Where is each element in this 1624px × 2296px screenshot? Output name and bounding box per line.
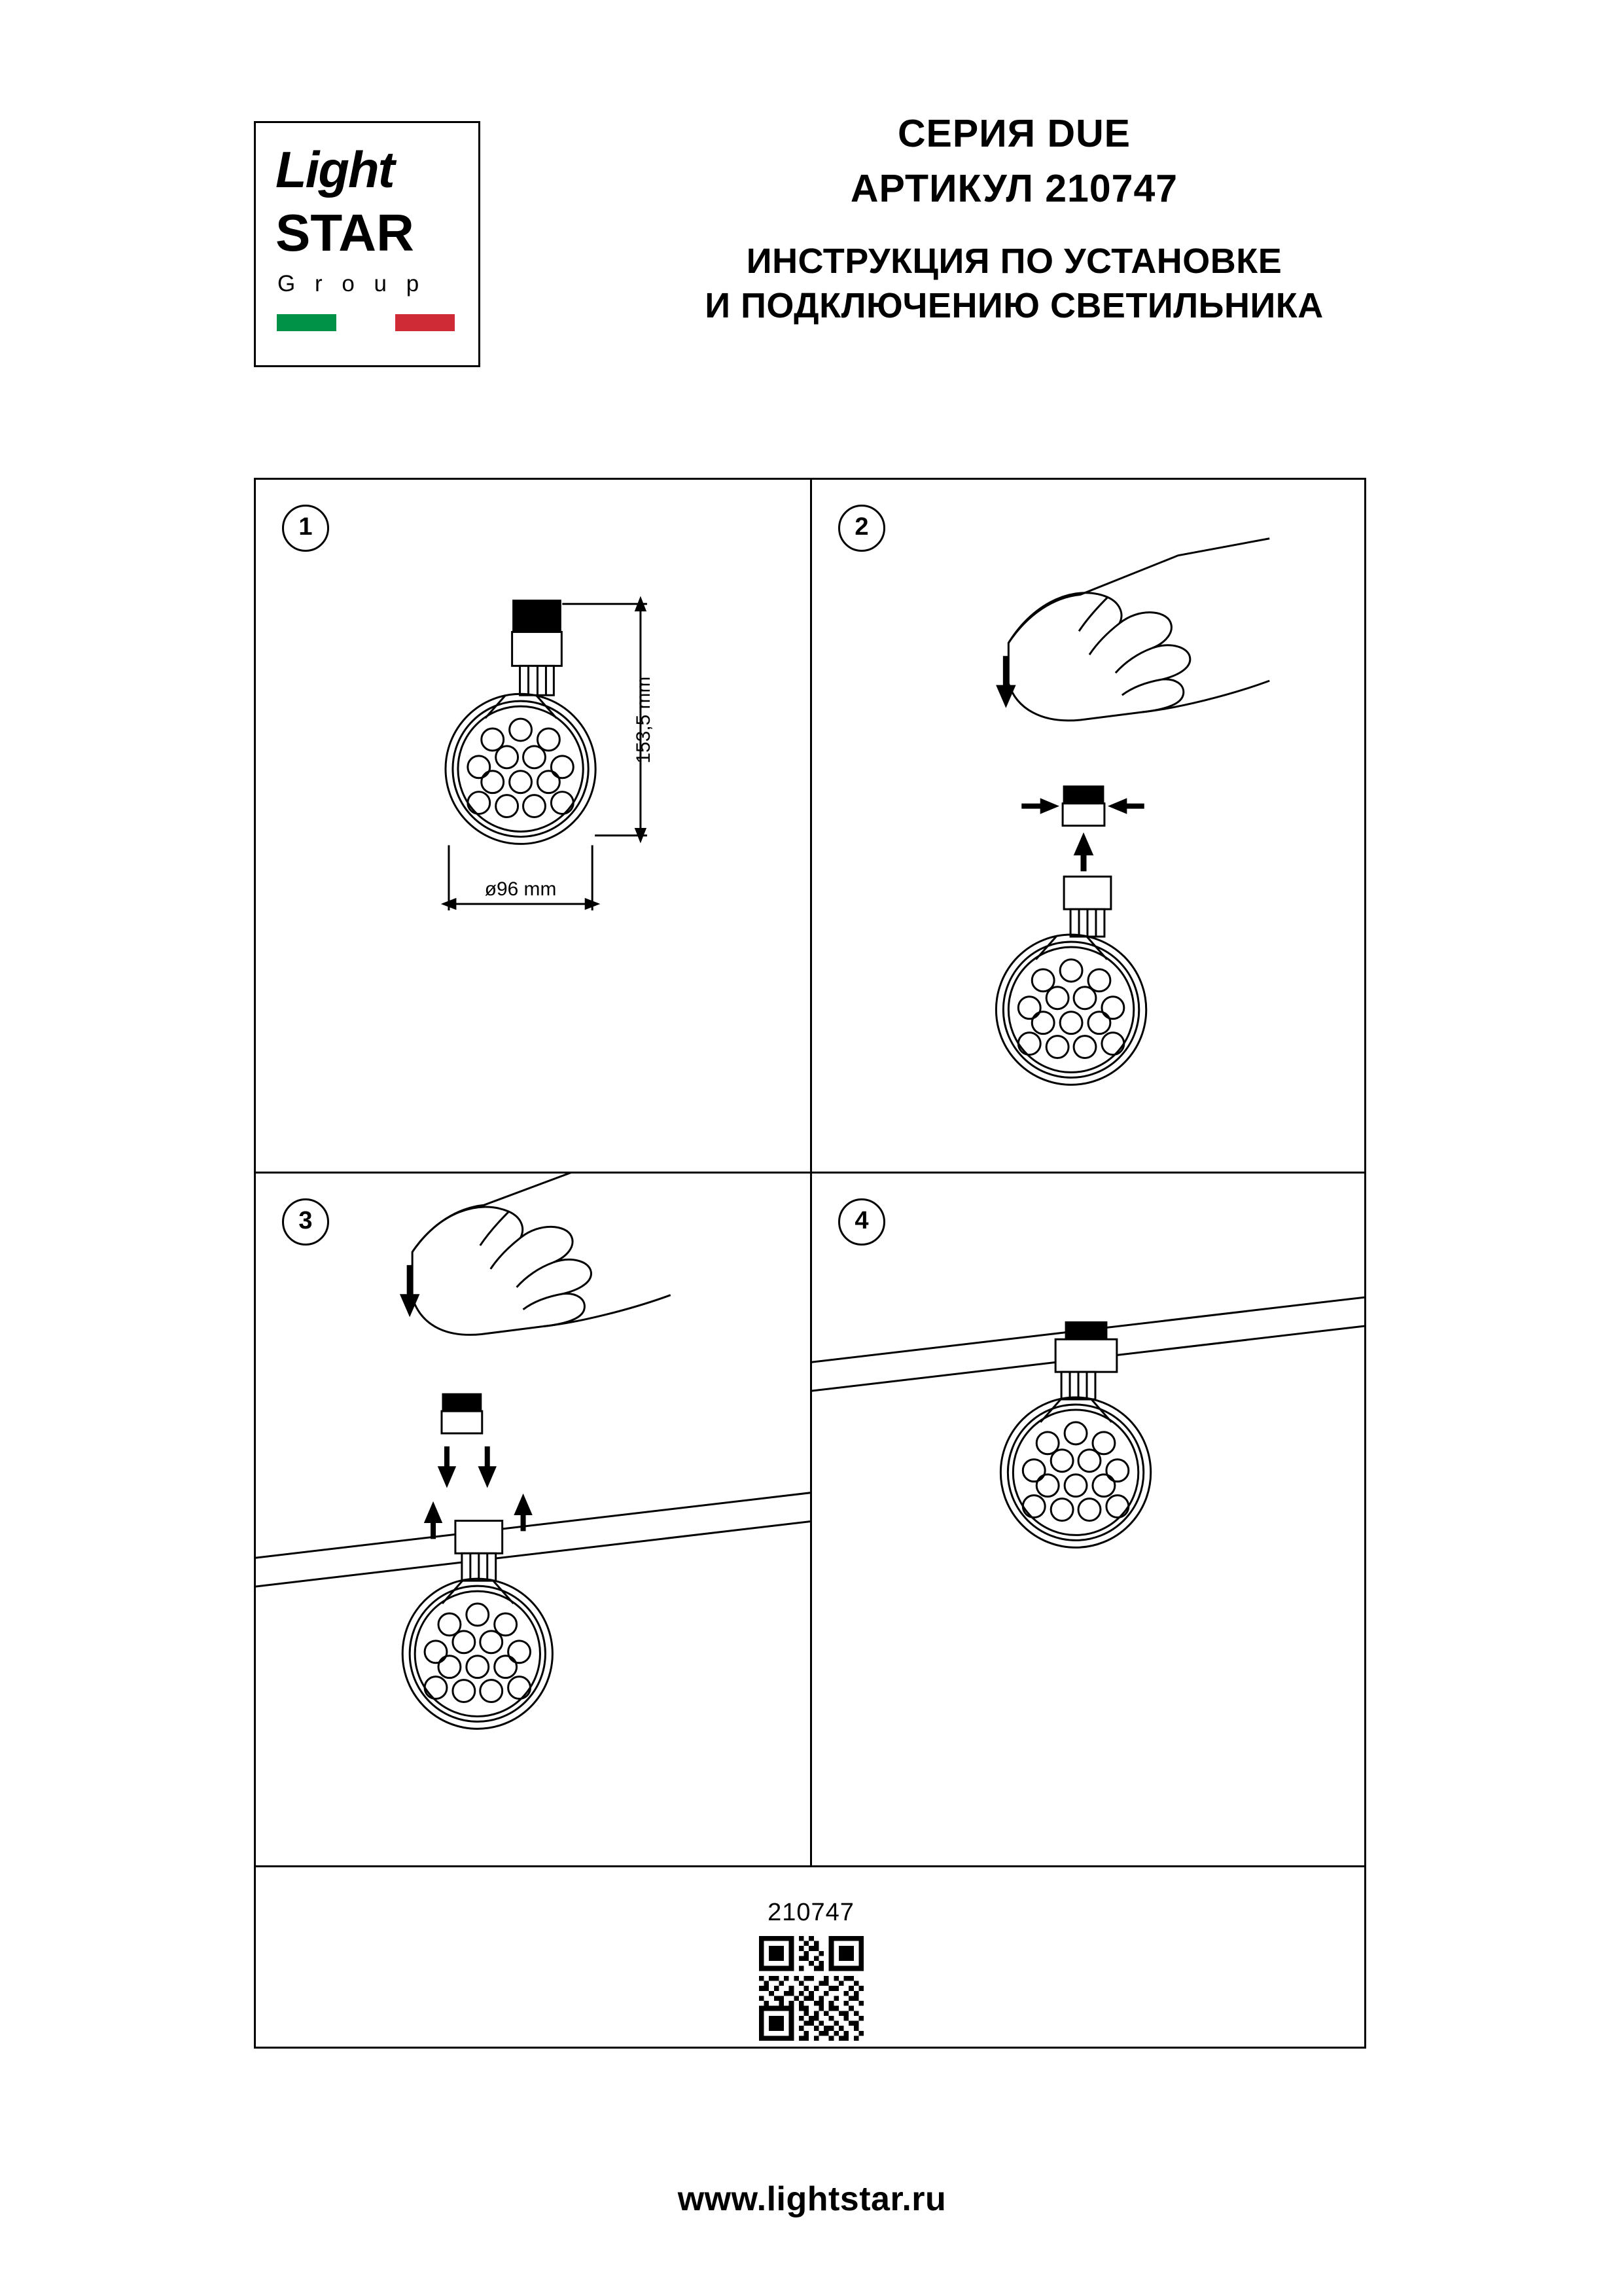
dimension-width-label: ø96 mm [484, 878, 557, 901]
step-3-illustration [256, 1174, 810, 1865]
product-code-label: 210747 [768, 1899, 855, 1926]
logo-text-light: Light [275, 141, 394, 198]
step-1-illustration [256, 480, 810, 1172]
title-line-2: И ПОДКЛЮЧЕНИЮ СВЕТИЛЬНИКА [705, 286, 1324, 326]
step-number-2: 2 [838, 505, 885, 552]
step-cell-1 [256, 480, 812, 1174]
header-text-block [589, 111, 1439, 328]
instruction-panel [254, 478, 1366, 2049]
article-label: АРТИКУЛ 210747 [850, 166, 1178, 210]
italian-flag-icon [277, 314, 455, 331]
step-cell-3 [256, 1174, 812, 1867]
qr-code-icon [759, 1936, 864, 2041]
website-url[interactable]: www.lightstar.ru [677, 2180, 947, 2218]
logo-text-star: STAR [275, 204, 414, 262]
step-number-1: 1 [282, 505, 329, 552]
step-2-illustration [812, 480, 1366, 1172]
footer-cell [256, 1867, 1366, 2047]
step-number-3: 3 [282, 1198, 329, 1246]
step-4-illustration [812, 1174, 1366, 1865]
brand-logo [254, 121, 480, 367]
step-cell-4 [812, 1174, 1366, 1867]
step-number-4: 4 [838, 1198, 885, 1246]
dimension-height-label: 153,5 mm [632, 676, 654, 764]
title-line-1: ИНСТРУКЦИЯ ПО УСТАНОВКЕ [746, 242, 1282, 281]
logo-text-group: G r o u p [277, 271, 426, 296]
document-header [0, 111, 1624, 393]
step-cell-2 [812, 480, 1366, 1174]
series-label: СЕРИЯ DUE [897, 112, 1131, 155]
